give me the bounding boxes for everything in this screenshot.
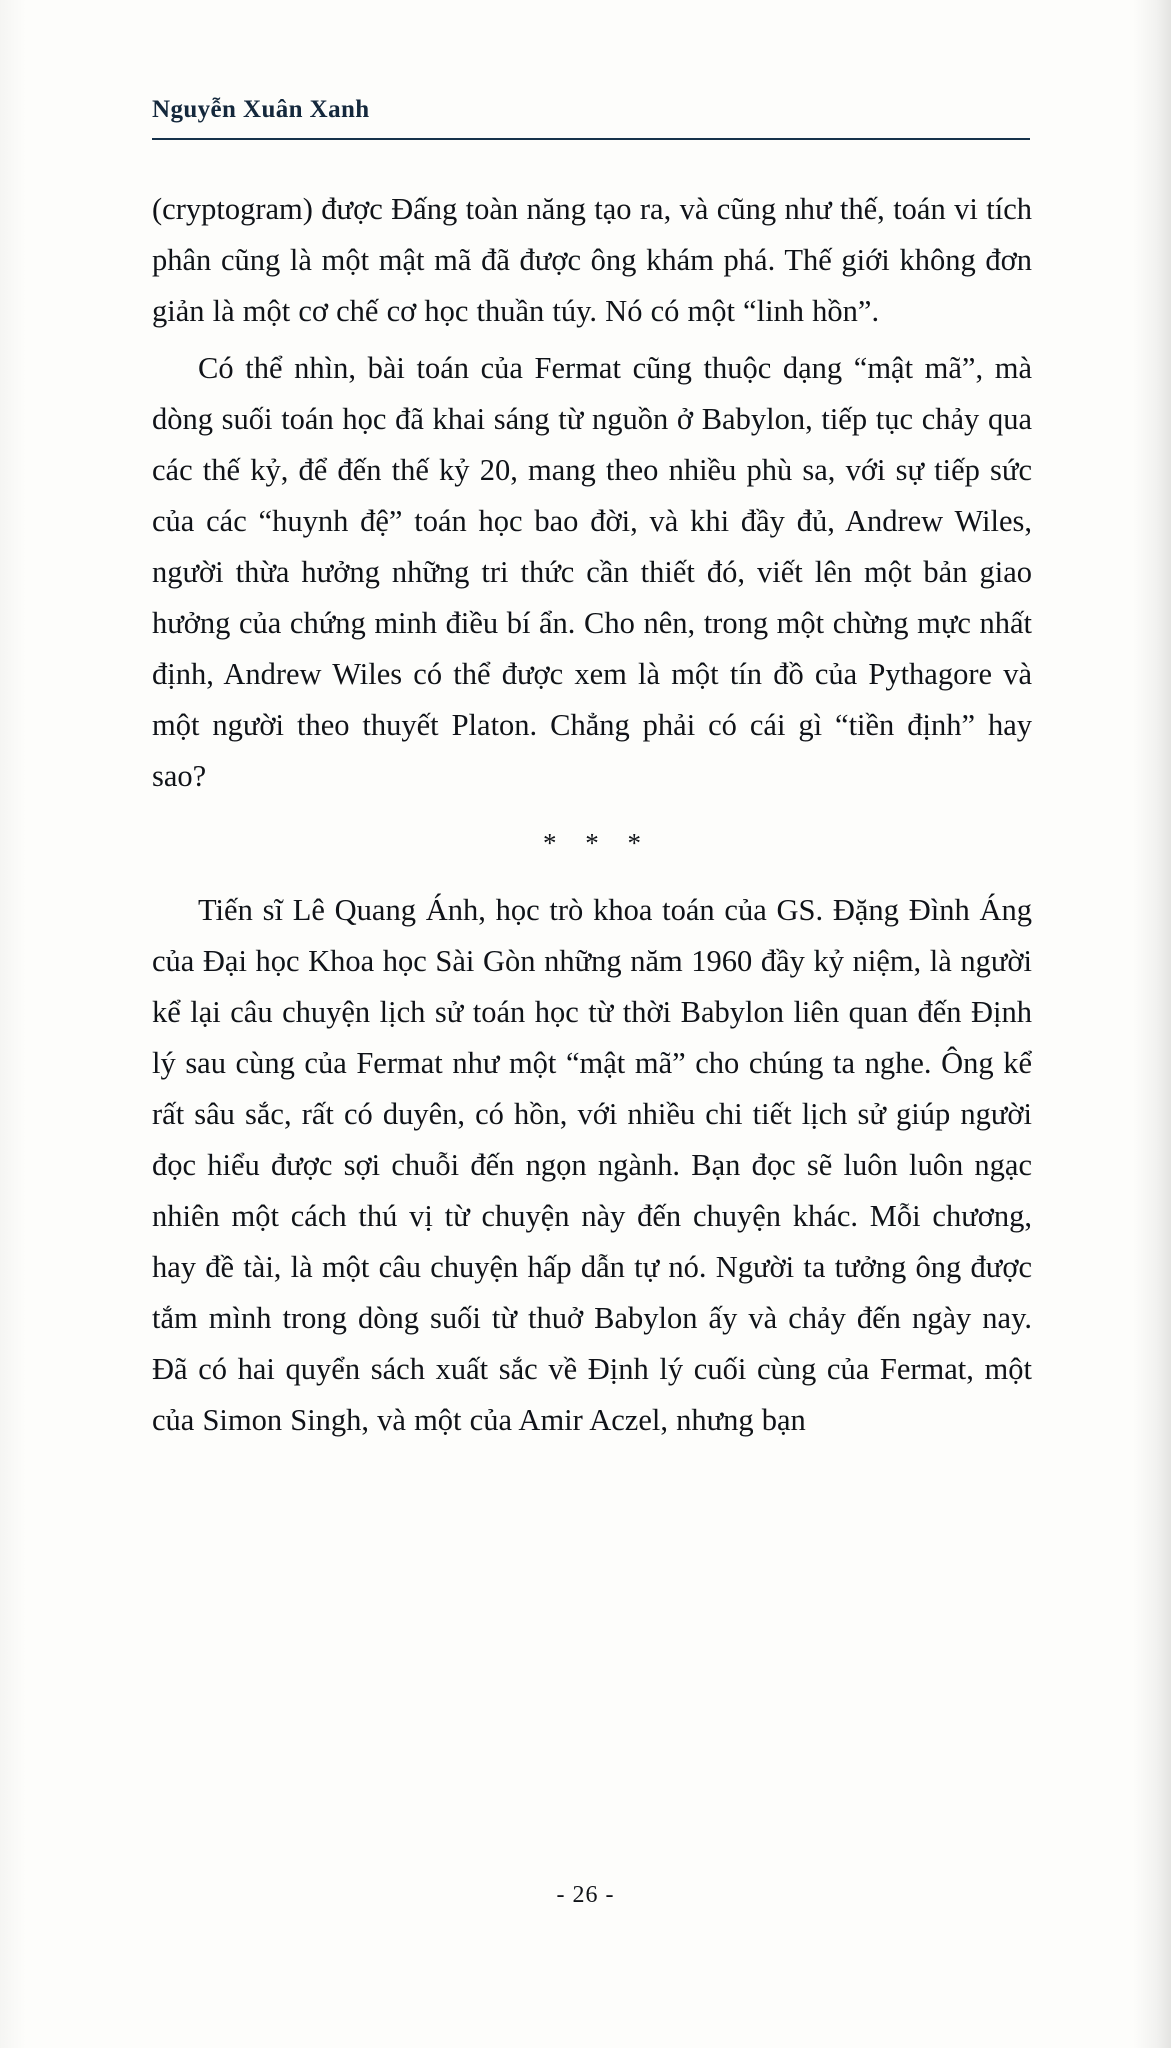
page-content xyxy=(152,96,1032,1452)
section-divider: * * * xyxy=(543,828,652,858)
header-rule xyxy=(152,138,1030,140)
body-paragraph-3: Tiến sĩ Lê Quang Ánh, học trò khoa toán của GS. Đặng Đình Áng của Đại học Khoa học Sài Gòn những năm 1960 đầy kỷ niệm, là người kể lại câu chuyện lịch sử toán học từ thời Babylon liên quan đến Định lý sau cùng của Fermat như một “mật mã” cho chúng ta nghe. Ông kể rất sâu sắc, rất có duyên, có hồn, với nhiều chi tiết lịch sử giúp người đọc hiểu được sợi chuỗi đến ngọn ngành. Bạn đọc sẽ luôn luôn ngạc nhiên một cách thú vị từ chuyện này đến chuyện khác. Mỗi chương, hay đề tài, là một câu chuyện hấp dẫn tự nó. Người ta tưởng ông được tắm mình trong dòng suối từ thuở Babylon ấy và chảy đến ngày nay. Đã có hai quyển sách xuất sắc về Định lý cuối cùng của Fermat, một của Simon Singh, và một của Amir Aczel, nhưng bạn xyxy=(152,893,1032,1437)
body-paragraph-1: (cryptogram) được Đấng toàn năng tạo ra, và cũng như thế, toán vi tích phân cũng là một mật mã đã được ông khám phá. Thế giới không đơn giản là một cơ chế cơ học thuần túy. Nó có một “linh hồn”. xyxy=(152,192,1032,328)
running-head-author: Nguyễn Xuân Xanh xyxy=(152,96,370,123)
page-number: - 26 - xyxy=(556,1882,615,1908)
body-paragraph-2: Có thể nhìn, bài toán của Fermat cũng thuộc dạng “mật mã”, mà dòng suối toán học đã khai sáng từ nguồn ở Babylon, tiếp tục chảy qua các thế kỷ, để đến thế kỷ 20, mang theo nhiều phù sa, với sự tiếp sức của các “huynh đệ” toán học bao đời, và khi đầy đủ, Andrew Wiles, người thừa hưởng những tri thức cần thiết đó, viết lên một bản giao hưởng của chứng minh điều bí ẩn. Cho nên, trong một chừng mực nhất định, Andrew Wiles có thể được xem là một tín đồ của Pythagore và một người theo thuyết Platon. Chẳng phải có cái gì “tiền định” hay sao? xyxy=(152,351,1032,793)
